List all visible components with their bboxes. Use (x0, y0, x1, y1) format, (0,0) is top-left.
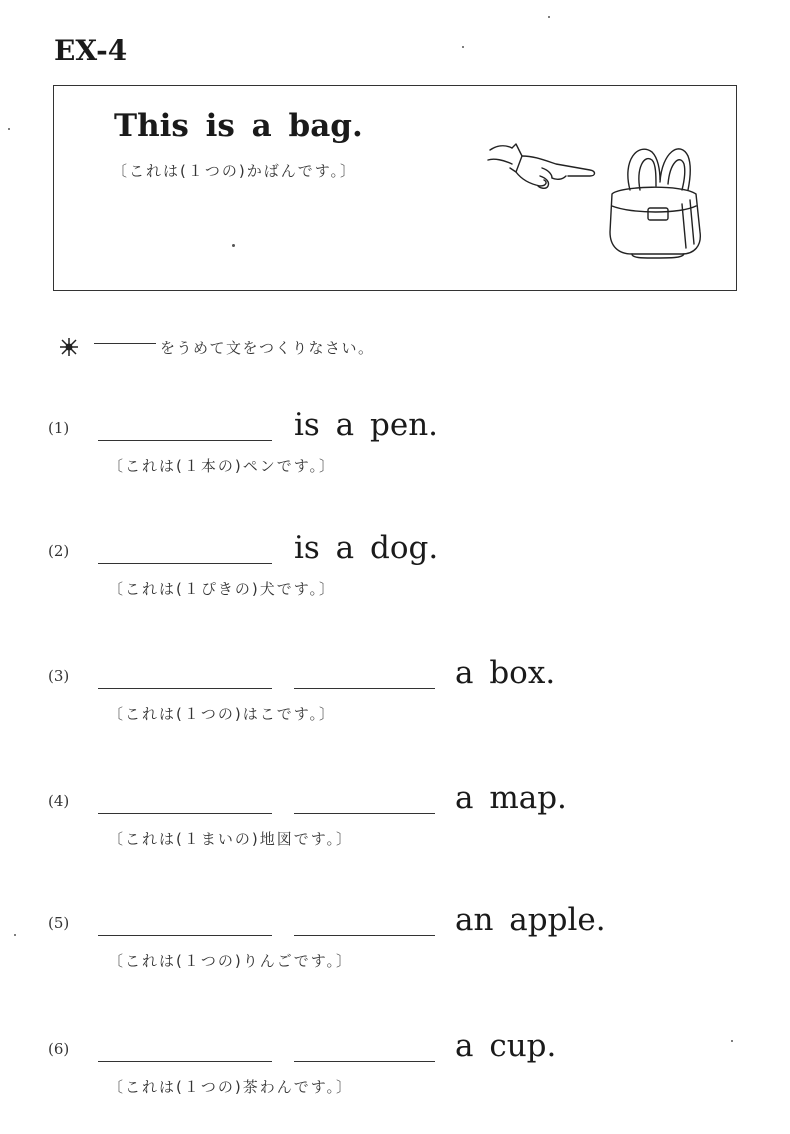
answer-blank-2[interactable] (294, 813, 435, 814)
page-title: EX-4 (54, 34, 128, 67)
exercise-number: (1) (48, 419, 70, 437)
example-box (53, 85, 737, 291)
scan-speck (8, 128, 10, 130)
scan-speck (462, 46, 464, 48)
instruction (58, 336, 375, 358)
exercise-2 (48, 530, 748, 616)
answer-blank-2[interactable] (294, 935, 435, 936)
answer-blank[interactable] (98, 563, 272, 564)
exercise-sentence: a cup. (455, 1028, 557, 1064)
answer-blank-1[interactable] (98, 935, 272, 936)
scan-speck (14, 934, 16, 936)
exercise-3 (48, 655, 748, 741)
scan-speck (232, 244, 235, 247)
answer-blank-2[interactable] (294, 688, 435, 689)
scan-speck (548, 16, 550, 18)
exercise-sentence: is a dog. (294, 530, 439, 566)
exercise-1 (48, 407, 748, 493)
exercise-6 (48, 1028, 748, 1114)
exercise-translation: 〔これは(１ぴきの)犬です。〕 (108, 580, 337, 598)
instruction-blank (94, 343, 156, 344)
answer-blank[interactable] (98, 440, 272, 441)
exercise-4 (48, 780, 748, 866)
pointing-hand-bag-illustration (482, 120, 702, 270)
exercise-translation: 〔これは(１つの)りんごです。〕 (108, 952, 354, 970)
exercise-number: (5) (48, 914, 70, 932)
exercise-number: (2) (48, 542, 70, 560)
instruction-text: をうめて文をつくりなさい。 (160, 338, 375, 357)
answer-blank-1[interactable] (98, 813, 272, 814)
answer-blank-1[interactable] (98, 1061, 272, 1062)
exercise-sentence: an apple. (455, 902, 606, 938)
exercise-translation: 〔これは(１本の)ペンです。〕 (108, 457, 337, 475)
answer-blank-2[interactable] (294, 1061, 435, 1062)
exercise-translation: 〔これは(１つの)茶わんです。〕 (108, 1078, 354, 1096)
exercise-sentence: a box. (455, 655, 556, 691)
scan-speck (731, 1040, 733, 1042)
exercise-number: (6) (48, 1040, 70, 1058)
answer-blank-1[interactable] (98, 688, 272, 689)
example-translation: 〔これは(１つの)かばんです。〕 (112, 162, 358, 180)
exercise-5 (48, 902, 748, 988)
star-mark-icon (58, 336, 80, 358)
exercise-number: (3) (48, 667, 70, 685)
example-sentence: This is a bag. (114, 108, 363, 144)
exercise-sentence: a map. (455, 780, 567, 816)
exercise-translation: 〔これは(１まいの)地図です。〕 (108, 830, 354, 848)
exercise-number: (4) (48, 792, 70, 810)
exercise-sentence: is a pen. (294, 407, 439, 443)
exercise-translation: 〔これは(１つの)はこです。〕 (108, 705, 337, 723)
